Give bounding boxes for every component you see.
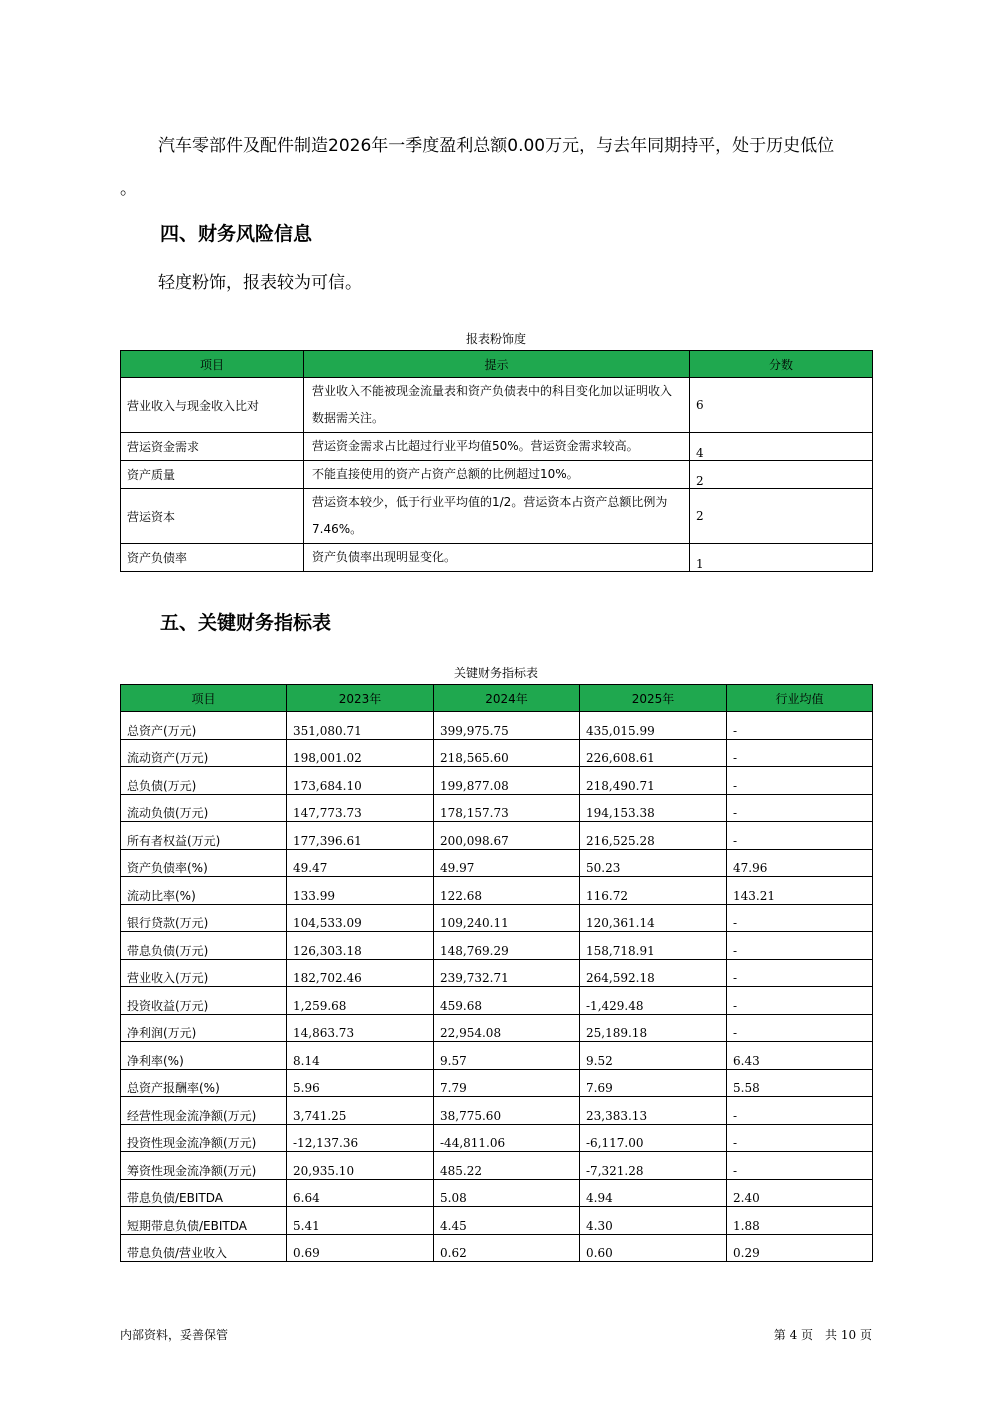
- risk-score: 2: [690, 461, 873, 489]
- table-row: [121, 794, 873, 822]
- risk-hint: 营业收入不能被现金流量表和资产负债表中的科目变化加以证明收入数据需关注。: [304, 378, 690, 433]
- kpi-2024: 38,775.60: [434, 1097, 580, 1125]
- risk-header-item: 项目: [121, 351, 304, 378]
- kpi-industry-avg: -: [727, 959, 873, 987]
- kpi-2023: 8.14: [287, 1042, 434, 1070]
- kpi-2024: 178,157.73: [434, 794, 580, 822]
- kpi-2024: 200,098.67: [434, 822, 580, 850]
- kpi-2024: 49.97: [434, 849, 580, 877]
- kpi-2025: 216,525.28: [580, 822, 727, 850]
- kpi-2024: 199,877.08: [434, 767, 580, 795]
- kpi-header-item: 项目: [121, 685, 287, 712]
- kpi-2024: 148,769.29: [434, 932, 580, 960]
- kpi-2023: 104,533.09: [287, 904, 434, 932]
- kpi-2023: 351,080.71: [287, 712, 434, 740]
- risk-header-score: 分数: [690, 351, 873, 378]
- section-5-title: 五、关键财务指标表: [160, 612, 332, 634]
- kpi-industry-avg: 0.29: [727, 1234, 873, 1262]
- kpi-2024: -44,811.06: [434, 1124, 580, 1152]
- kpi-2023: 20,935.10: [287, 1152, 434, 1180]
- kpi-item: 流动资产(万元): [121, 739, 287, 767]
- page-current: 4: [789, 1328, 798, 1342]
- table-row: [121, 849, 873, 877]
- page-suffix: 页: [859, 1328, 872, 1342]
- kpi-item: 带息负债(万元): [121, 932, 287, 960]
- kpi-2023: 0.69: [287, 1234, 434, 1262]
- kpi-2024: 218,565.60: [434, 739, 580, 767]
- risk-item: 营运资本: [121, 489, 304, 544]
- kpi-industry-avg: -: [727, 932, 873, 960]
- risk-score: 2: [690, 489, 873, 544]
- kpi-item: 流动负债(万元): [121, 794, 287, 822]
- kpi-2024: 122.68: [434, 877, 580, 905]
- kpi-table-header: [121, 685, 873, 712]
- kpi-2025: 23,383.13: [580, 1097, 727, 1125]
- kpi-2023: 177,396.61: [287, 822, 434, 850]
- kpi-industry-avg: -: [727, 987, 873, 1015]
- kpi-item: 经营性现金流净额(万元): [121, 1097, 287, 1125]
- kpi-industry-avg: -: [727, 1152, 873, 1180]
- kpi-table-caption: 关键财务指标表: [453, 666, 538, 680]
- kpi-2023: 6.64: [287, 1179, 434, 1207]
- kpi-industry-avg: 6.43: [727, 1042, 873, 1070]
- kpi-2025: 9.52: [580, 1042, 727, 1070]
- kpi-item: 银行贷款(万元): [121, 904, 287, 932]
- risk-table-header: [121, 351, 873, 378]
- table-row: [121, 1069, 873, 1097]
- kpi-item: 筹资性现金流净额(万元): [121, 1152, 287, 1180]
- kpi-header-industry-avg: 行业均值: [727, 685, 873, 712]
- kpi-item: 短期带息负债/EBITDA: [121, 1207, 287, 1235]
- kpi-header-2024: 2024年: [434, 685, 580, 712]
- intro-line-1: 汽车零部件及配件制造2026年一季度盈利总额0.00万元，与去年同期持平，处于历史低位: [158, 136, 835, 156]
- risk-item: 资产负债率: [121, 544, 304, 572]
- kpi-2023: 182,702.46: [287, 959, 434, 987]
- risk-hint: 营运资金需求占比超过行业平均值50%。营运资金需求较高。: [304, 433, 690, 461]
- kpi-2025: 25,189.18: [580, 1014, 727, 1042]
- page-prefix: 第: [773, 1328, 786, 1342]
- kpi-2025: 0.60: [580, 1234, 727, 1262]
- risk-item: 资产质量: [121, 461, 304, 489]
- kpi-2024: 9.57: [434, 1042, 580, 1070]
- kpi-industry-avg: -: [727, 712, 873, 740]
- table-row: [121, 1124, 873, 1152]
- kpi-2025: -7,321.28: [580, 1152, 727, 1180]
- kpi-2023: 49.47: [287, 849, 434, 877]
- kpi-2024: 0.62: [434, 1234, 580, 1262]
- kpi-item: 资产负债率(%): [121, 849, 287, 877]
- kpi-2025: 218,490.71: [580, 767, 727, 795]
- table-row: [121, 904, 873, 932]
- kpi-2025: 226,608.61: [580, 739, 727, 767]
- table-row: [121, 877, 873, 905]
- table-row: [121, 712, 873, 740]
- table-row: [121, 433, 873, 461]
- risk-hint: 不能直接使用的资产占资产总额的比例超过10%。: [304, 461, 690, 489]
- kpi-2025: 116.72: [580, 877, 727, 905]
- kpi-2023: 198,001.02: [287, 739, 434, 767]
- risk-hint: 资产负债率出现明显变化。: [304, 544, 690, 572]
- table-row: [121, 1042, 873, 1070]
- kpi-2025: 50.23: [580, 849, 727, 877]
- kpi-2024: 459.68: [434, 987, 580, 1015]
- table-row: [121, 1207, 873, 1235]
- intro-line-2: 。: [120, 179, 137, 199]
- kpi-item: 总资产报酬率(%): [121, 1069, 287, 1097]
- risk-table: [120, 350, 873, 572]
- risk-header-hint: 提示: [304, 351, 690, 378]
- risk-score: 6: [690, 378, 873, 433]
- kpi-item: 投资性现金流净额(万元): [121, 1124, 287, 1152]
- footer-confidential: 内部资料，妥善保管: [120, 1328, 229, 1342]
- kpi-2024: 4.45: [434, 1207, 580, 1235]
- risk-score: 4: [690, 433, 873, 461]
- kpi-item: 带息负债/EBITDA: [121, 1179, 287, 1207]
- table-row: [121, 1014, 873, 1042]
- kpi-2025: 435,015.99: [580, 712, 727, 740]
- kpi-industry-avg: -: [727, 1097, 873, 1125]
- kpi-industry-avg: 5.58: [727, 1069, 873, 1097]
- kpi-2023: -12,137.36: [287, 1124, 434, 1152]
- table-row: [121, 461, 873, 489]
- kpi-header-2023: 2023年: [287, 685, 434, 712]
- kpi-industry-avg: -: [727, 904, 873, 932]
- risk-score: 1: [690, 544, 873, 572]
- kpi-2023: 173,684.10: [287, 767, 434, 795]
- kpi-item: 流动比率(%): [121, 877, 287, 905]
- table-row: [121, 489, 873, 544]
- page-total: 10: [840, 1328, 857, 1342]
- kpi-2025: 158,718.91: [580, 932, 727, 960]
- kpi-industry-avg: 2.40: [727, 1179, 873, 1207]
- footer-page-number: [774, 1326, 872, 1343]
- kpi-industry-avg: -: [727, 822, 873, 850]
- kpi-2025: 7.69: [580, 1069, 727, 1097]
- kpi-item: 带息负债/营业收入: [121, 1234, 287, 1262]
- kpi-industry-avg: 47.96: [727, 849, 873, 877]
- kpi-item: 总负债(万元): [121, 767, 287, 795]
- kpi-item: 总资产(万元): [121, 712, 287, 740]
- kpi-table: [120, 684, 873, 1262]
- table-row: [121, 739, 873, 767]
- table-row: [121, 932, 873, 960]
- kpi-2024: 22,954.08: [434, 1014, 580, 1042]
- table-row: [121, 959, 873, 987]
- kpi-2025: -6,117.00: [580, 1124, 727, 1152]
- kpi-2025: 264,592.18: [580, 959, 727, 987]
- kpi-2023: 5.41: [287, 1207, 434, 1235]
- kpi-industry-avg: 1.88: [727, 1207, 873, 1235]
- risk-table-caption: 报表粉饰度: [465, 332, 526, 346]
- table-row: [121, 378, 873, 433]
- kpi-item: 净利润(万元): [121, 1014, 287, 1042]
- section-4-title: 四、财务风险信息: [160, 223, 313, 245]
- kpi-2023: 3,741.25: [287, 1097, 434, 1125]
- table-row: [121, 822, 873, 850]
- kpi-2023: 126,303.18: [287, 932, 434, 960]
- table-row: [121, 1097, 873, 1125]
- kpi-2023: 147,773.73: [287, 794, 434, 822]
- kpi-2025: -1,429.48: [580, 987, 727, 1015]
- kpi-2025: 120,361.14: [580, 904, 727, 932]
- kpi-2025: 194,153.38: [580, 794, 727, 822]
- kpi-2024: 109,240.11: [434, 904, 580, 932]
- kpi-2023: 5.96: [287, 1069, 434, 1097]
- kpi-industry-avg: 143.21: [727, 877, 873, 905]
- kpi-industry-avg: -: [727, 1014, 873, 1042]
- table-row: [121, 1234, 873, 1262]
- risk-hint: 营运资本较少，低于行业平均值的1/2。营运资本占资产总额比例为7.46%。: [304, 489, 690, 544]
- page-mid: 页 共: [801, 1328, 838, 1342]
- table-row: [121, 544, 873, 572]
- kpi-2024: 5.08: [434, 1179, 580, 1207]
- table-row: [121, 987, 873, 1015]
- kpi-industry-avg: -: [727, 739, 873, 767]
- table-row: [121, 1152, 873, 1180]
- kpi-item: 净利率(%): [121, 1042, 287, 1070]
- kpi-2023: 14,863.73: [287, 1014, 434, 1042]
- kpi-2023: 1,259.68: [287, 987, 434, 1015]
- kpi-item: 营业收入(万元): [121, 959, 287, 987]
- kpi-industry-avg: -: [727, 794, 873, 822]
- table-row: [121, 1179, 873, 1207]
- kpi-2024: 7.79: [434, 1069, 580, 1097]
- kpi-2025: 4.94: [580, 1179, 727, 1207]
- kpi-2024: 399,975.75: [434, 712, 580, 740]
- risk-item: 营运资金需求: [121, 433, 304, 461]
- section-4-summary: 轻度粉饰，报表较为可信。: [158, 273, 362, 293]
- kpi-2023: 133.99: [287, 877, 434, 905]
- kpi-industry-avg: -: [727, 767, 873, 795]
- kpi-industry-avg: -: [727, 1124, 873, 1152]
- kpi-2024: 239,732.71: [434, 959, 580, 987]
- kpi-item: 投资收益(万元): [121, 987, 287, 1015]
- kpi-2025: 4.30: [580, 1207, 727, 1235]
- kpi-header-2025: 2025年: [580, 685, 727, 712]
- kpi-item: 所有者权益(万元): [121, 822, 287, 850]
- table-row: [121, 767, 873, 795]
- kpi-2024: 485.22: [434, 1152, 580, 1180]
- risk-item: 营业收入与现金收入比对: [121, 378, 304, 433]
